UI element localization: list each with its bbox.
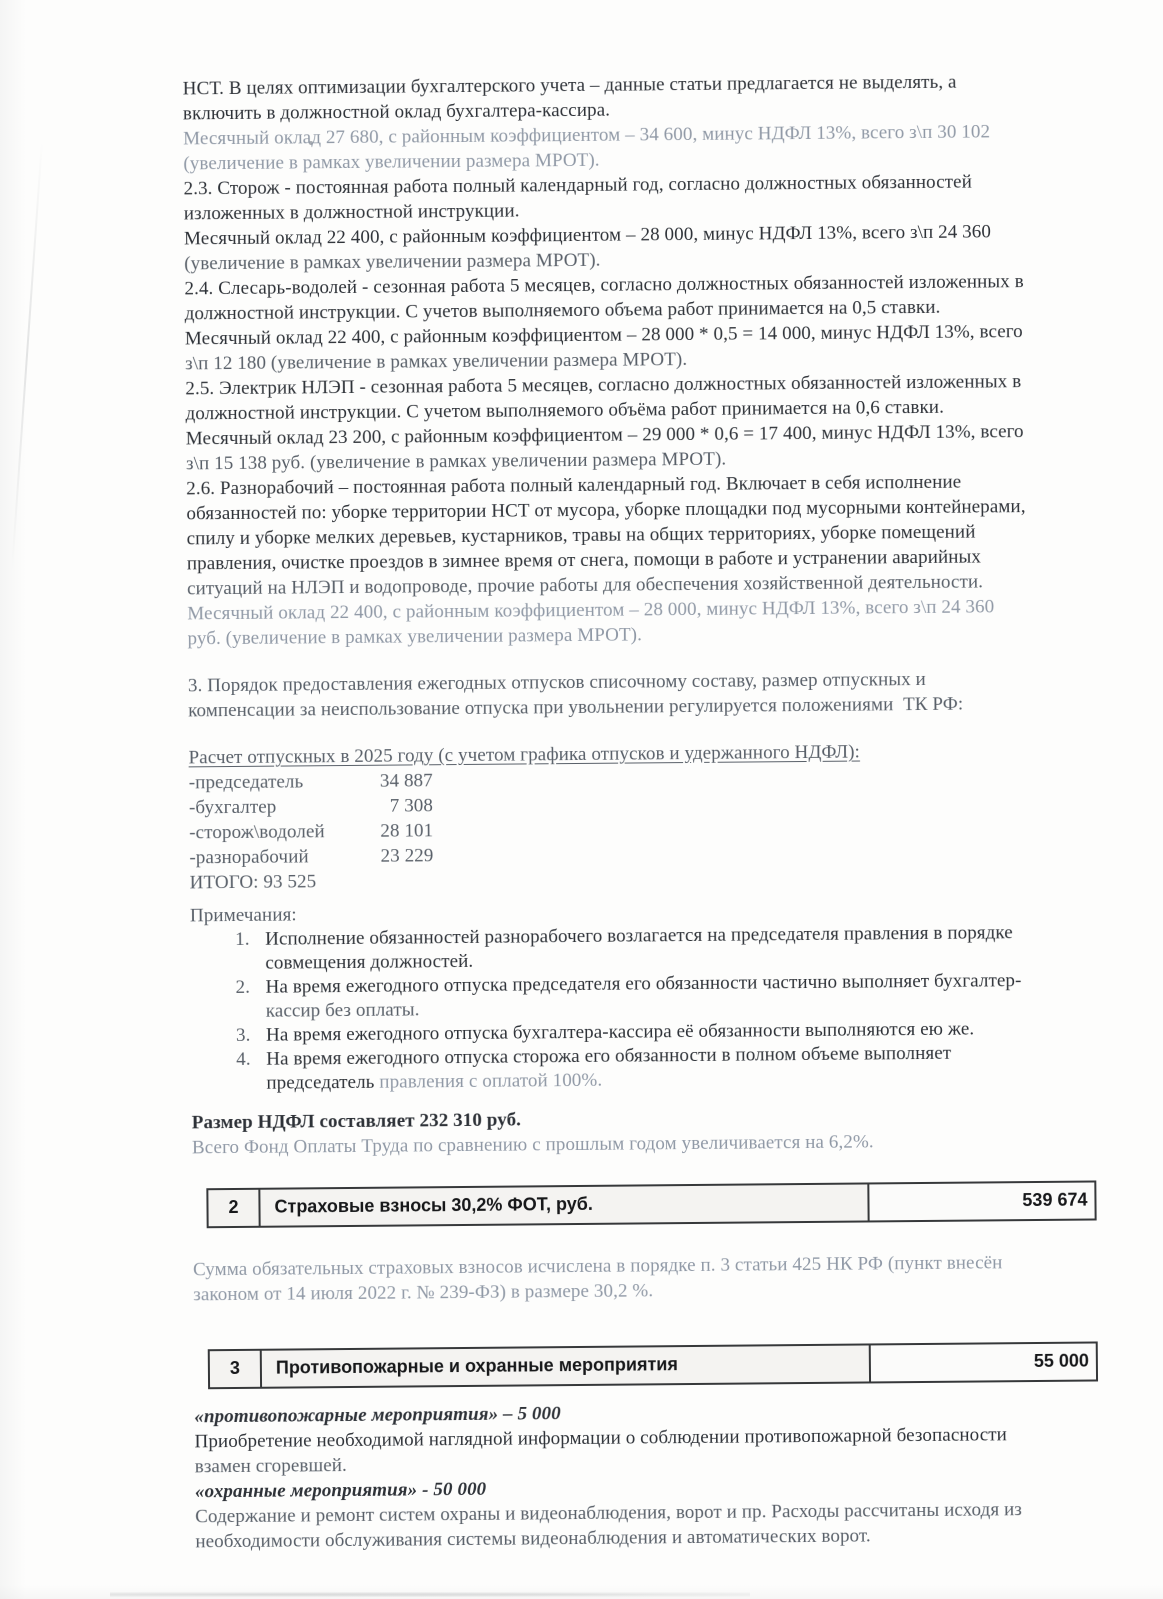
text-segment: руб. (увеличение в рамках увеличении размера МРОТ).: [187, 624, 643, 650]
text-segment: включить в должностной оклад бухгалтера-кассира.: [182, 99, 611, 125]
text-segment: Месячный оклад 22 400, с районным коэффициентом – 28 000, минус НДФЛ 13%, всего з\п 24 360: [183, 221, 992, 250]
text-segment: должностной инструкции. С учетом выполняемого объёма работ принимается на 0,6 ставки.: [185, 396, 945, 425]
text-segment: ИТОГО: 93 525: [189, 871, 317, 894]
text-segment: 3.: [235, 1024, 251, 1046]
text-segment: правления, очистке проездов в зимнее время от снега, помощи в работе и устранении аварийных: [186, 546, 982, 575]
text-segment: Месячный оклад 22 400, с районным коэффициентом – 28 000, минус НДФЛ 13%, всего з\п 24 360: [187, 596, 995, 625]
text-segment: компенсации за неиспользование отпуска при увольнении регулируется положениями ТК РФ:: [188, 693, 964, 722]
text-segment: Месячный оклад 22 400, с районным коэффициентом – 28 000 * 0,5 = 14 000, минус НДФЛ 13%, всего: [184, 321, 1023, 350]
text-segment: 34 887: [379, 770, 433, 792]
text-segment: 2.: [235, 976, 251, 998]
text-segment: изложенных в должностной инструкции.: [183, 200, 520, 225]
text-segment: 4.: [236, 1048, 251, 1070]
text-segment: з\п 15 138 руб. (увеличение в рамках увеличении размера МРОТ).: [185, 448, 727, 475]
text-segment: Расчет отпускных в 2025 году (с учетом графика отпусков и удержанного НДФЛ):: [188, 741, 861, 769]
text-segment: На время ежегодного отпуска сторожа его обязанности в полном объеме выполняет: [266, 1042, 952, 1070]
table-row-value: 539 674: [869, 1182, 1094, 1220]
text-segment: 7 308: [389, 795, 434, 817]
text-segment: (увеличение в рамках увеличении размера МРОТ).: [183, 149, 600, 175]
text-segment: совмещения должностей.: [265, 950, 474, 974]
text-segment: Месячный оклад 27 680, с районным коэффициентом – 34 600, минус НДФЛ 13%, всего з\п 30 102: [183, 121, 991, 150]
table-row-value: 55 000: [871, 1343, 1096, 1381]
text-segment: спилу и уборке мелких деревьев, кустарников, травы на общих территориях, уборке помещений: [186, 521, 976, 550]
text-segment: НСТ. В целях оптимизации бухгалтерского учета – данные статьи предлагается не выделять, а: [182, 71, 957, 100]
text-segment: необходимости обслуживания системы видеонаблюдения и автоматических ворот.: [195, 1525, 871, 1553]
table-row-label: Противопожарные и охранные мероприятия: [262, 1345, 871, 1386]
text-segment: ситуаций на НЛЭП и водопроводе, прочие работы для обеспечения хозяйственной деятельности.: [187, 571, 984, 600]
text-segment: -бухгалтер: [188, 796, 277, 819]
text-segment: кассир без оплаты.: [265, 999, 420, 1022]
table-row-number: 3: [210, 1351, 262, 1387]
text-segment: (увеличение в рамках увеличении размера МРОТ).: [184, 249, 601, 275]
scan-bottom-smudge: [110, 1591, 750, 1598]
text-segment: Размер НДФЛ составляет 232 310 руб.: [191, 1109, 522, 1134]
text-segment: 2.4. Слесарь-водолей - сезонная работа 5 месяцев, согласно должностных обязанностей изложенных в: [184, 271, 1024, 300]
text-segment: 3. Порядок предоставления ежегодных отпусков списочному составу, размер отпускных и: [187, 668, 926, 697]
text-segment: Исполнение обязанностей разнорабочего возлагается на председателя правления в порядке: [265, 922, 1013, 950]
text-segment: з\п 12 180 (увеличение в рамках увеличении размера МРОТ).: [185, 349, 688, 375]
text-segment: Приобретение необходимой наглядной информации о соблюдении противопожарной безопасности: [194, 1424, 1008, 1453]
text-segment: Месячный оклад 23 200, с районным коэффициентом – 29 000 * 0,6 = 17 400, минус НДФЛ 13%, всего: [185, 421, 1024, 450]
text-segment: «противопожарные мероприятия» – 5 000: [194, 1403, 561, 1428]
text-segment: 28 101: [380, 820, 434, 842]
text-segment: председатель: [266, 1071, 380, 1094]
text-segment: На время ежегодного отпуска председателя его обязанности частично выполняет бухгалтер-: [265, 970, 1022, 998]
text-segment: Сумма обязательных страховых взносов исчислена в порядке п. 3 статьи 425 НК РФ (пункт внесён: [192, 1252, 1003, 1281]
text-segment: 2.6. Разнорабочий – постоянная работа полный календарный год. Включает в себя исполнение: [186, 471, 962, 500]
text-segment: -разнорабочий: [189, 846, 309, 869]
text-segment: должностной инструкции. С учетов выполняемого объема работ принимается на 0,5 ставки.: [184, 296, 941, 325]
table-row-number: 2: [208, 1190, 260, 1226]
budget-table-row-fire-security: [208, 1341, 1098, 1389]
text-segment: На время ежегодного отпуска бухгалтера-кассира её обязанности выполняются ею же.: [265, 1018, 975, 1046]
text-segment: правления с оплатой 100%.: [379, 1069, 603, 1093]
table-row-label: Страховые взносы 30,2% ФОТ, руб.: [260, 1184, 869, 1225]
text-segment: законом от 14 июля 2022 г. № 239-ФЗ) в размере 30,2 %.: [193, 1280, 654, 1306]
text-segment: -сторож\водолей: [189, 821, 325, 844]
text-segment: 1.: [235, 928, 250, 950]
text-segment: Всего Фонд Оплаты Труда по сравнению с прошлым годом увеличивается на 6,2%.: [191, 1131, 874, 1159]
text-segment: взамен сгоревшей.: [194, 1455, 347, 1478]
text-segment: Примечания:: [189, 904, 297, 927]
text-segment: 23 229: [380, 845, 434, 867]
text-segment: обязанностей по: уборке территории НСТ от мусора, уборке площадки под мусорными контейнерами,: [186, 496, 1026, 525]
text-segment: 2.3. Сторож - постоянная работа полный календарный год, согласно должностных обязанностей: [183, 171, 973, 200]
text-segment: Содержание и ремонт систем охраны и видеонаблюдения, ворот и пр. Расходы рассчитаны исходя из: [195, 1499, 1023, 1528]
body-text-bottom-block: [194, 1396, 1105, 1554]
body-text-between-tables-block: [193, 1249, 1103, 1307]
text-segment: «охранные мероприятия» - 50 000: [194, 1478, 487, 1503]
budget-table-row-insurance: [206, 1180, 1096, 1228]
text-segment: -председатель: [188, 771, 304, 794]
text-segment: 2.5. Электрик НЛЭП - сезонная работа 5 месяцев, согласно должностных обязанностей изложенных в: [185, 371, 1022, 400]
body-text-top-block: [183, 68, 1102, 1160]
